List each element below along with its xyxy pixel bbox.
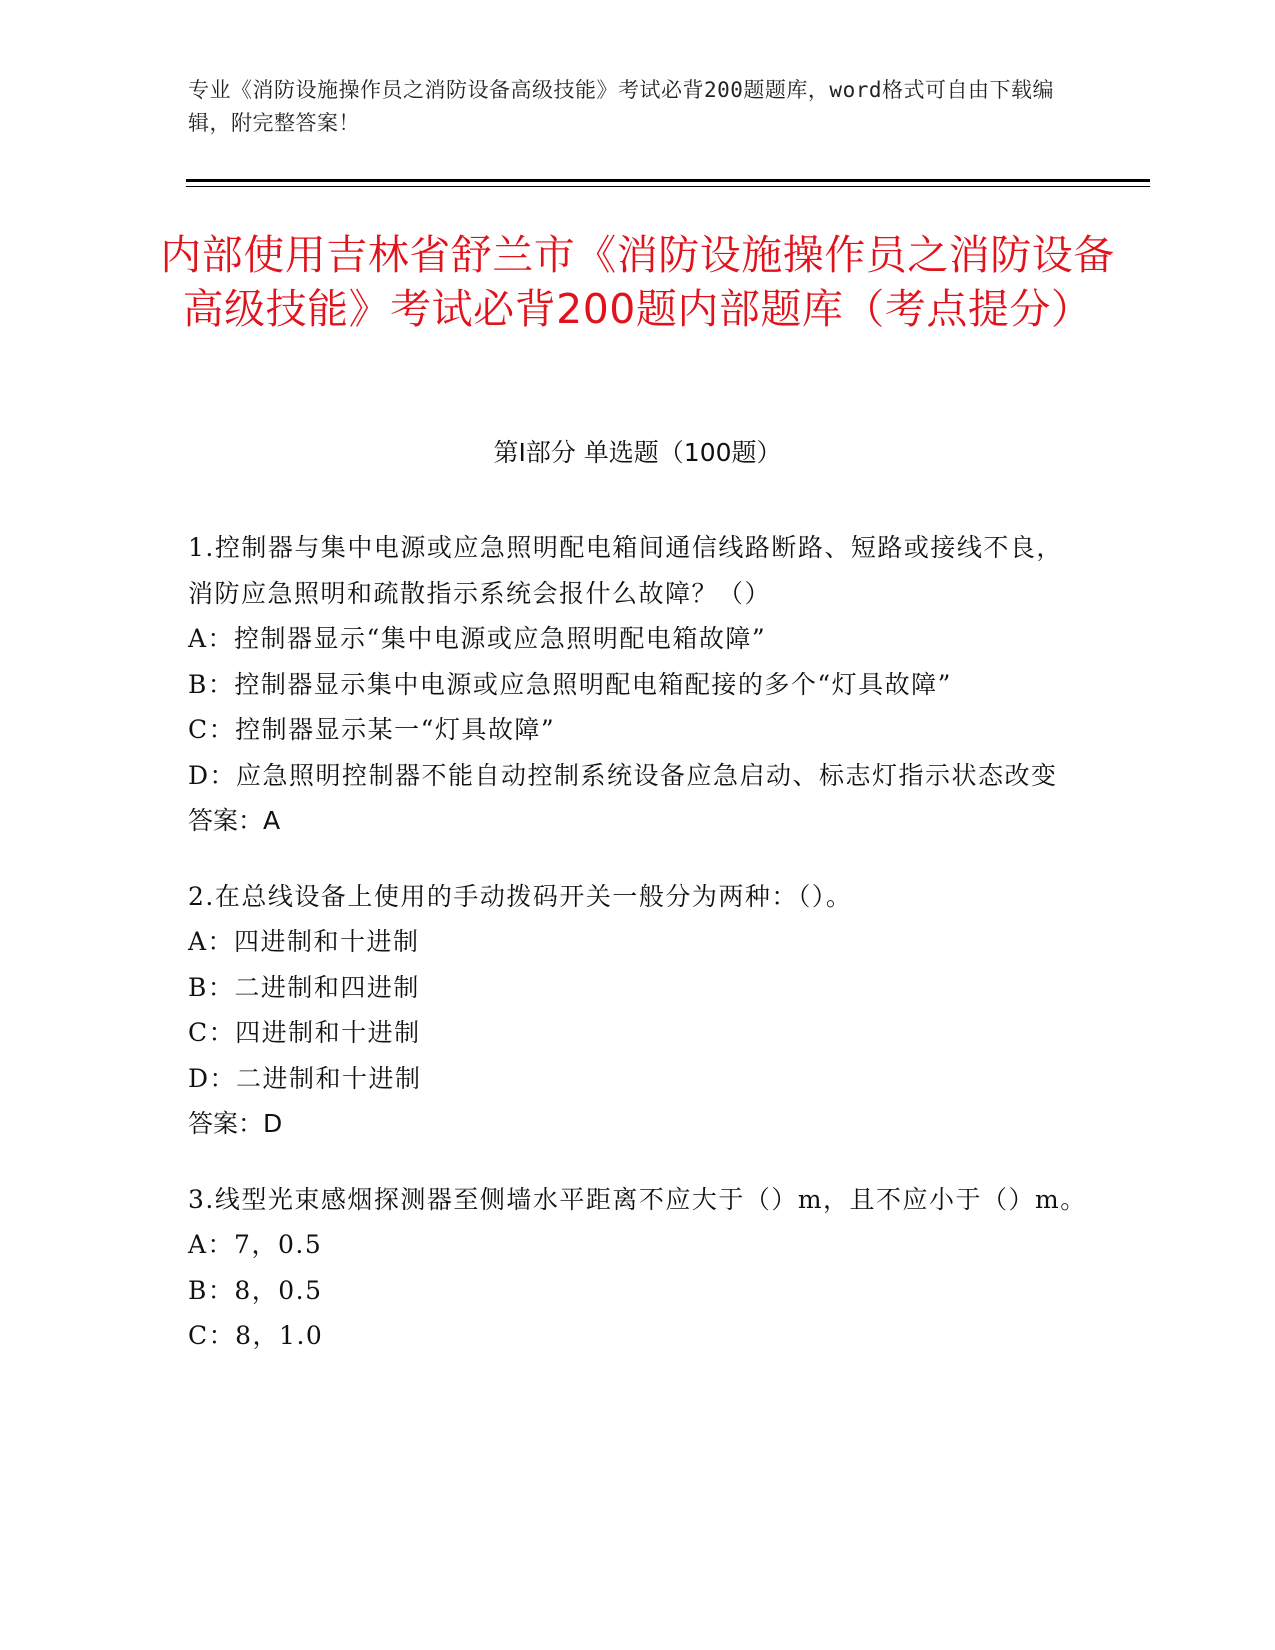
header-rule-thick [186, 179, 1150, 182]
answer: 答案：D [188, 1109, 283, 1138]
option-b: B：二进制和四进制 [188, 972, 420, 1002]
option-b: B：控制器显示集中电源或应急照明配电箱配接的多个“灯具故障” [188, 669, 952, 699]
option-a: A：四进制和十进制 [188, 927, 420, 956]
option-d: D：应急照明控制器不能自动控制系统设备应急启动、标志灯指示状态改变 [188, 760, 1058, 790]
option-d: D：二进制和十进制 [188, 1063, 422, 1093]
option-c: C：四进制和十进制 [188, 1018, 421, 1047]
option-c: C：控制器显示某一“灯具故障” [188, 715, 556, 744]
question-1 [188, 525, 1088, 844]
question-stem: 2.在总线设备上使用的手动拨码开关一般分为两种：（）。 [188, 881, 853, 911]
question-2 [188, 874, 1088, 1147]
option-b: B：8，0.5 [188, 1275, 323, 1305]
answer: 答案：A [188, 806, 281, 835]
document-title: 内部使用吉林省舒兰市《消防设施操作员之消防设备高级技能》考试必背200题内部题库（考点提分） [160, 231, 1115, 333]
option-a: A：控制器显示“集中电源或应急照明配电箱故障” [188, 624, 767, 653]
section-title: 第Ⅰ部分 单选题（100题） [493, 438, 782, 467]
header-note: 专业《消防设施操作员之消防设备高级技能》考试必背200题题库，word格式可自由下载编辑，附完整答案！ [188, 78, 1054, 135]
question-3 [188, 1177, 1088, 1359]
option-c: C：8，1.0 [188, 1321, 324, 1350]
option-a: A：7，0.5 [188, 1230, 323, 1259]
header-rule-thin [186, 186, 1150, 187]
question-list [188, 525, 1088, 1389]
question-stem: 3.线型光束感烟探测器至侧墙水平距离不应大于（）m，且不应小于（）m。 [188, 1184, 1087, 1214]
question-stem: 1.控制器与集中电源或应急照明配电箱间通信线路断路、短路或接线不良，消防应急照明和疏散指示系统会报什么故障？（） [188, 533, 1063, 608]
